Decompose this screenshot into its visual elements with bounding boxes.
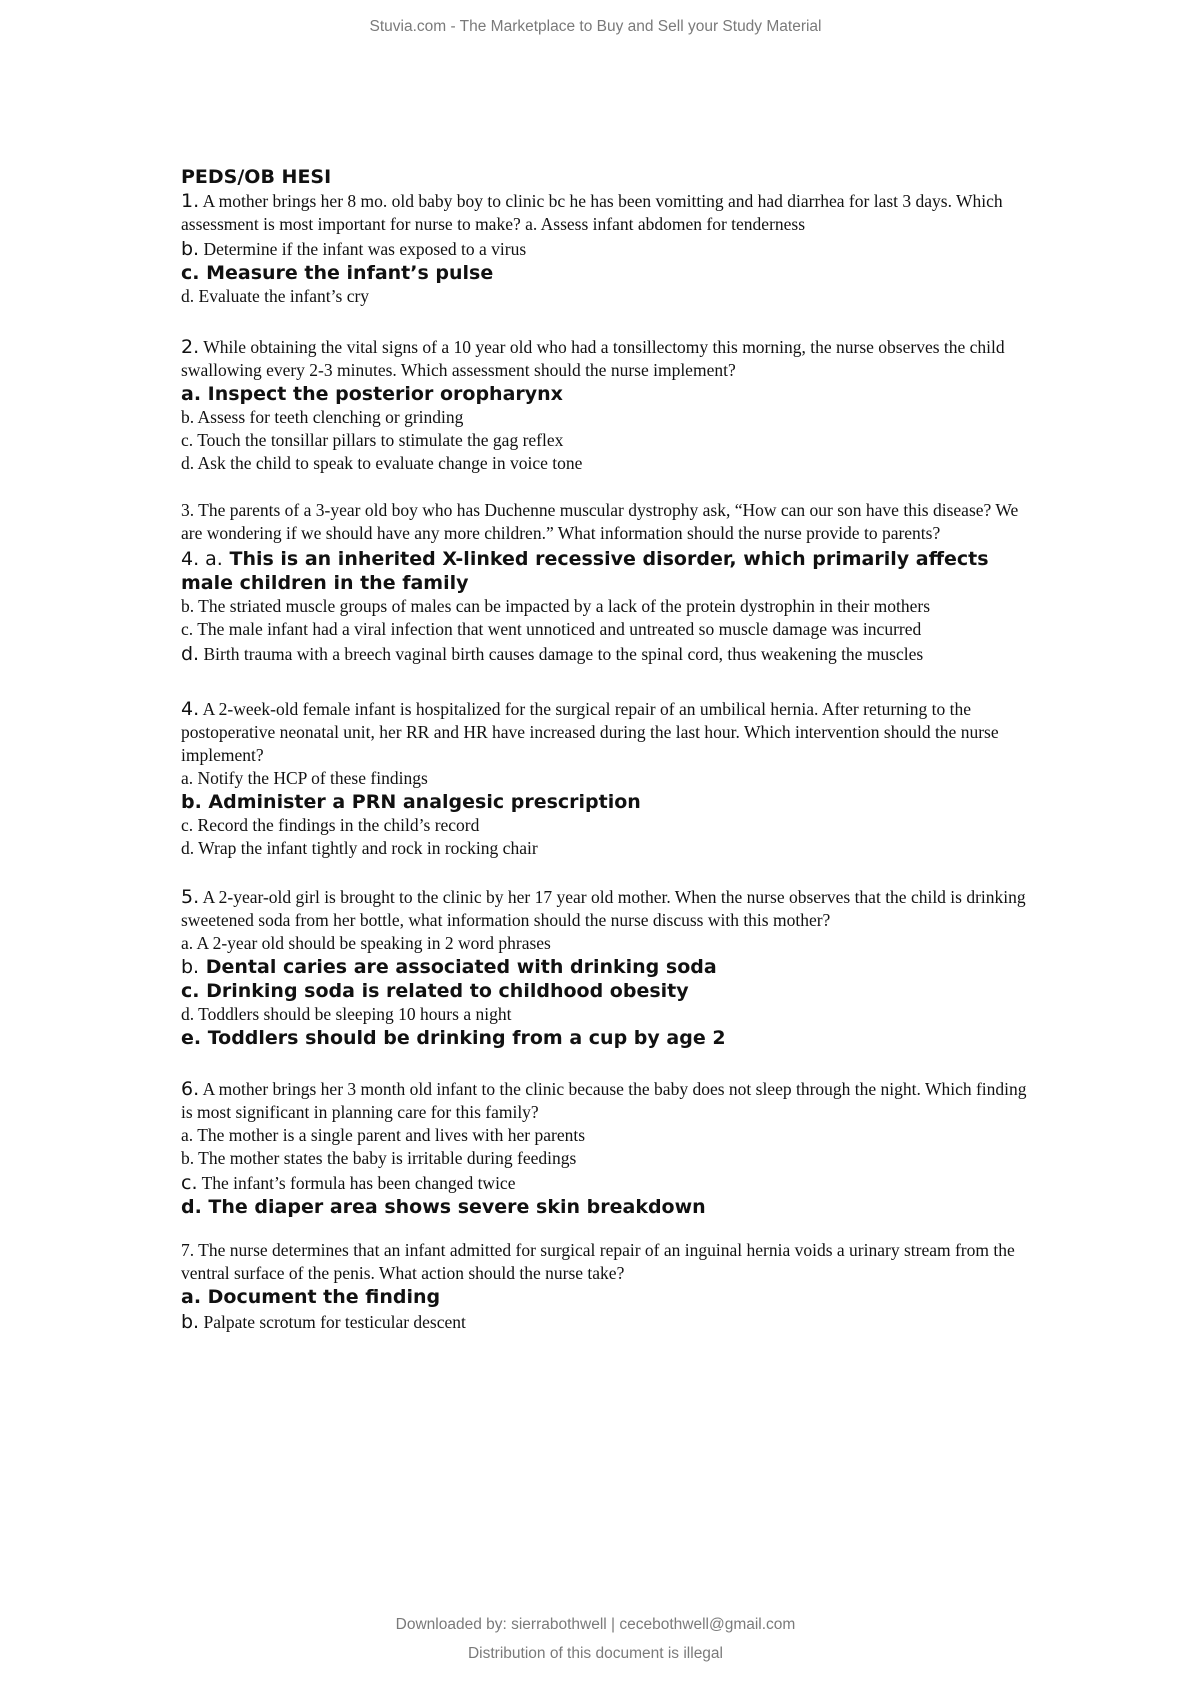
option-text: This is an inherited X-linked recessive disorder, which primarily affects male children in the family: [181, 548, 989, 594]
correct-answer-option: a. Document the finding: [181, 1286, 441, 1308]
question-1: [181, 190, 1031, 308]
distribution-notice: Distribution of this document is illegal: [467, 1645, 723, 1662]
question-number: 1.: [181, 190, 200, 212]
answer-option: a. The mother is a single parent and lives with her parents: [181, 1125, 586, 1145]
document-title: PEDS/OB HESI: [181, 166, 332, 188]
question-prompt: [181, 886, 1031, 932]
question-number: 6.: [181, 1078, 200, 1100]
answer-option: b. Assess for teeth clenching or grinding: [181, 407, 464, 427]
correct-answer-option: b. Administer a PRN analgesic prescription: [181, 791, 641, 813]
correct-answer-option: c. Drinking soda is related to childhood obesity: [181, 980, 689, 1002]
question-number: 5.: [181, 886, 200, 908]
answer-option: b. The mother states the baby is irritable during feedings: [181, 1148, 577, 1168]
question-text: A mother brings her 3 month old infant to the clinic because the baby does not sleep through the night. Which finding is most significant in planning care for this family?: [181, 1079, 1027, 1122]
option-text: Palpate scrotum for testicular descent: [203, 1312, 466, 1332]
question-4: [181, 698, 1031, 860]
option-letter: b.: [181, 956, 200, 978]
question-prompt: [181, 1078, 1031, 1124]
question-text: A 2-year-old girl is brought to the clinic by her 17 year old mother. When the nurse observes that the child is drinking sweetened soda from her bottle, what information should the nurse discuss with this mother?: [181, 887, 1026, 930]
correct-answer-option: a. Inspect the posterior oropharynx: [181, 383, 563, 405]
answer-option: [181, 643, 1031, 666]
answer-option: [181, 1311, 1031, 1334]
answer-option: d. Ask the child to speak to evaluate change in voice tone: [181, 453, 583, 473]
answer-option: [181, 238, 1031, 261]
question-text: A mother brings her 8 mo. old baby boy to clinic bc he has been vomitting and had diarrhea for last 3 days. Which assessment is most important for nurse to make? a. Assess infant abdomen for tenderness: [181, 191, 1003, 234]
answer-option: [181, 1172, 1031, 1195]
option-text: Dental caries are associated with drinking soda: [205, 956, 717, 978]
question-prompt: 3. The parents of a 3-year old boy who has Duchenne muscular dystrophy ask, “How can our son have this disease? We are wondering if we should have any more children.” What information should the nurse provide to parents?: [181, 500, 1019, 543]
question-3: [181, 499, 1031, 666]
correct-answer-option: c. Measure the infant’s pulse: [181, 262, 494, 284]
answer-option: d. Evaluate the infant’s cry: [181, 286, 370, 306]
answer-option: c. Record the findings in the child’s record: [181, 815, 480, 835]
question-2: [181, 336, 1031, 475]
question-6: [181, 1078, 1031, 1219]
option-letter: b.: [181, 1311, 200, 1333]
correct-answer-option: [181, 547, 1031, 595]
option-letter: c.: [181, 1172, 198, 1194]
question-5: [181, 886, 1031, 1050]
correct-answer-option: [181, 955, 1031, 979]
answer-option: b. The striated muscle groups of males can be impacted by a lack of the protein dystrophin in their mothers: [181, 596, 931, 616]
question-text: While obtaining the vital signs of a 10 year old who had a tonsillectomy this morning, the nurse observes the child swallowing every 2-3 minutes. Which assessment should the nurse implement?: [181, 337, 1005, 380]
option-letter: 4. a.: [181, 548, 223, 570]
option-letter: d.: [181, 643, 200, 665]
answer-option: c. Touch the tonsillar pillars to stimulate the gag reflex: [181, 430, 564, 450]
watermark-header: Stuvia.com - The Marketplace to Buy and Sell your Study Material: [369, 18, 822, 35]
download-notice: Downloaded by: sierrabothwell | cecebothwell@gmail.com: [395, 1616, 796, 1633]
question-text: A 2-week-old female infant is hospitalized for the surgical repair of an umbilical hernia. After returning to the postoperative neonatal unit, her RR and HR have increased during the last hour. Which intervention should the nurse implement?: [181, 699, 999, 765]
answer-option: d. Wrap the infant tightly and rock in rocking chair: [181, 838, 538, 858]
question-prompt: [181, 336, 1031, 382]
option-letter: b.: [181, 238, 200, 260]
option-text: Determine if the infant was exposed to a virus: [203, 239, 527, 259]
answer-option: a. A 2-year old should be speaking in 2 word phrases: [181, 933, 551, 953]
answer-option: d. Toddlers should be sleeping 10 hours a night: [181, 1004, 512, 1024]
option-text: Birth trauma with a breech vaginal birth causes damage to the spinal cord, thus weakening the muscles: [203, 644, 924, 664]
question-prompt: 7. The nurse determines that an infant admitted for surgical repair of an inguinal hernia voids a urinary stream from the ventral surface of the penis. What action should the nurse take?: [181, 1240, 1015, 1283]
question-number: 2.: [181, 336, 200, 358]
question-prompt: [181, 190, 1031, 236]
option-text: The infant’s formula has been changed twice: [201, 1173, 516, 1193]
answer-option: c. The male infant had a viral infection that went unnoticed and untreated so muscle damage was incurred: [181, 619, 922, 639]
question-number: 4.: [181, 698, 200, 720]
question-prompt: [181, 698, 1031, 767]
correct-answer-option: e. Toddlers should be drinking from a cup by age 2: [181, 1027, 726, 1049]
correct-answer-option: d. The diaper area shows severe skin breakdown: [181, 1196, 706, 1218]
answer-option: a. Notify the HCP of these findings: [181, 768, 428, 788]
question-7: [181, 1239, 1031, 1334]
document-body: [181, 164, 1031, 1334]
